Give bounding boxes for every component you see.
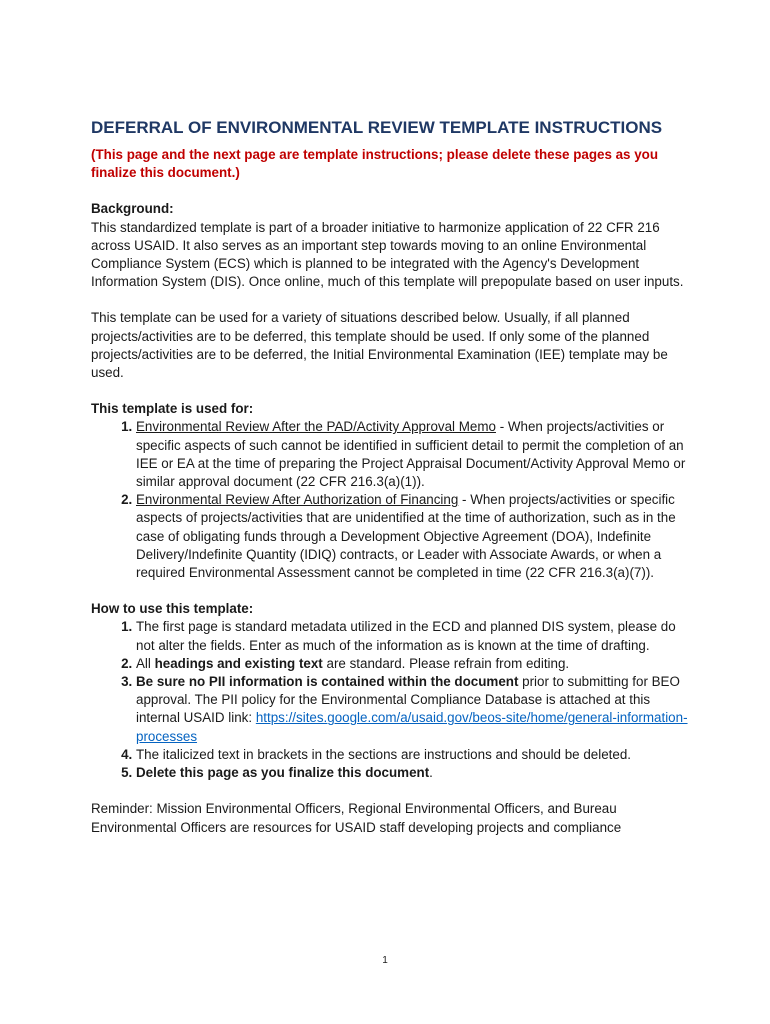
used-for-item-title: Environmental Review After Authorization of Financing [136, 492, 459, 508]
background-paragraph-2: This template can be used for a variety of situations described below. Usually, if all planned projects/activities are to be deferred, this template should be used. If only some of the planned projects/activities are to be deferred, the Initial Environmental Examination (IEE) template may be used. [91, 310, 668, 381]
how-to-list [91, 618, 691, 782]
pii-policy-link[interactable]: https://sites.google.com/a/usaid.gov/beos-site/home/general-information-processes [136, 710, 688, 744]
page-title: DEFERRAL OF ENVIRONMENTAL REVIEW TEMPLATE INSTRUCTIONS [91, 118, 663, 137]
background-paragraph-1: This standardized template is part of a broader initiative to harmonize application of 22 CFR 216 across USAID. It also serves as an important step towards moving to an online Environmental Compliance System (ECS) which is planned to be integrated with the Agency's Development Information System (DIS). Once online, much of this template will prepopulate based on user inputs. [91, 219, 684, 290]
list-item: 1. Environmental Review After the PAD/Activity Approval Memo - When projects/activities or specific aspects of such cannot be identified in sufficient detail to permit the completion of an IEE or EA at the time of preparing the Project Appraisal Document/Activity Approval Memo or similar approval document (22 CFR 216.3(a)(1)). [136, 418, 691, 491]
used-for-heading: This template is used for: [91, 401, 254, 417]
list-item: 2. All headings and existing text are standard. Please refrain from editing. [136, 655, 691, 673]
template-instructions-note: (This page and the next page are template instructions; please delete these pages as you finalize this document.) [91, 147, 659, 181]
list-item: 3. Be sure no PII information is contained within the document prior to submitting for BEO approval. The PII policy for the Environmental Compliance Database is attached at this internal USAID link: https://sites.google.com/a/usaid.gov/beos-site/home/general-information-processes [136, 673, 691, 746]
list-item: 2. Environmental Review After Authorization of Financing - When projects/activities or specific aspects of projects/activities that are unidentified at the time of authorization, such as in the case of obligating funds through a Development Objective Agreement (DOA), Indefinite Delivery/Indefinite Quantity (IDIQ) contracts, or Leader with Associate Awards, or when a required Environmental Assessment cannot be completed in time (22 CFR 216.3(a)(7)). [136, 491, 691, 582]
document-page [91, 117, 691, 837]
background-heading: Background: [91, 201, 174, 217]
list-item: 5. Delete this page as you finalize this document. [136, 764, 691, 782]
page-number: 1 [382, 955, 388, 966]
reminder-paragraph: Reminder: Mission Environmental Officers, Regional Environmental Officers, and Bureau Environmental Officers are resources for USAID staff developing projects and compliance [91, 801, 622, 835]
list-item: 4. The italicized text in brackets in the sections are instructions and should be deleted. [136, 746, 691, 764]
list-item: 1. The first page is standard metadata utilized in the ECD and planned DIS system, please do not alter the fields. Enter as much of the information as is known at the time of drafting. [136, 618, 691, 654]
used-for-item-title: Environmental Review After the PAD/Activity Approval Memo [136, 419, 496, 435]
how-to-heading: How to use this template: [91, 601, 254, 617]
used-for-list [91, 418, 691, 582]
